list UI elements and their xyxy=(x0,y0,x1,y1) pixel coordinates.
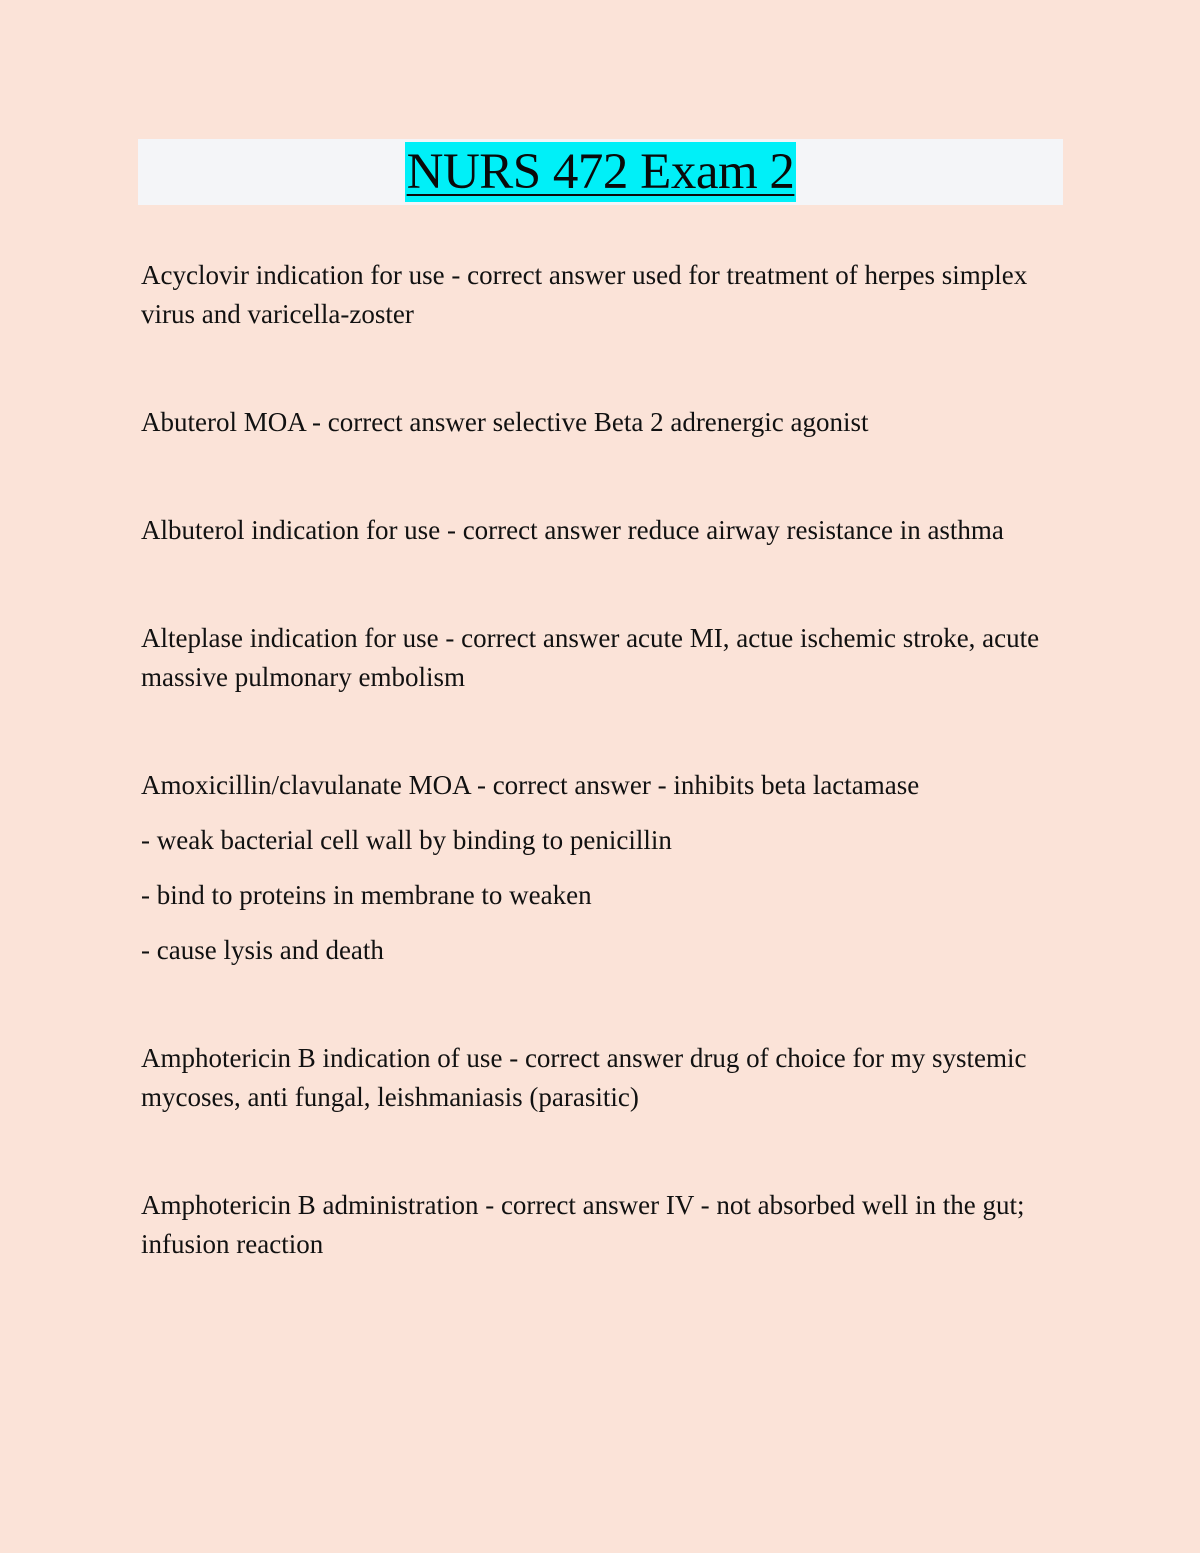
entry-answer-label: correct answer xyxy=(524,1043,684,1073)
flashcard-list xyxy=(141,256,1071,1333)
entry-abuterol-moa xyxy=(141,403,1071,442)
document-title: NURS 472 Exam 2 xyxy=(406,144,795,200)
entry-answer-label: correct answer xyxy=(461,623,620,653)
entry-question: Abuterol MOA xyxy=(141,407,306,437)
entry-question: Albuterol indication for use xyxy=(141,515,441,545)
title-bar xyxy=(138,139,1063,205)
entry-main-line xyxy=(141,766,1071,805)
entry-answer: acute MI, actue ischemic stroke, acute massive pulmonary embolism xyxy=(141,623,1046,692)
entry-answer-label: correct answer xyxy=(492,770,651,800)
answer-bullet: - cause lysis and death xyxy=(141,935,384,965)
entry-acyclovir-indication xyxy=(141,256,1071,334)
entry-question: Acyclovir indication for use xyxy=(141,260,445,290)
entry-question: Amphotericin B indication of use xyxy=(141,1043,503,1073)
entry-answer: drug of choice for my systemic mycoses, anti fungal, leishmaniasis (parasitic) xyxy=(141,1043,1034,1112)
entry-question: Amoxicillin/clavulanate MOA xyxy=(141,770,471,800)
answer-bullet: - bind to proteins in membrane to weaken xyxy=(141,880,592,910)
answer-bullet: - weak bacterial cell wall by binding to penicillin xyxy=(141,825,672,855)
entry-answer-label: correct answer xyxy=(500,1190,660,1220)
entry-question: Amphotericin B administration xyxy=(141,1190,479,1220)
entry-question: Alteplase indication for use xyxy=(141,623,439,653)
entry-answer-label: correct answer xyxy=(462,515,621,545)
entry-amphotericin-indication xyxy=(141,1039,1071,1117)
entry-amphotericin-administration xyxy=(141,1186,1071,1264)
entry-answer-label: correct answer xyxy=(467,260,626,290)
entry-amoxicillin-moa xyxy=(141,766,1071,970)
entry-albuterol-indication xyxy=(141,511,1071,550)
entry-alteplase-indication xyxy=(141,619,1071,697)
entry-answer: IV - not absorbed well in the gut; infusion reaction xyxy=(141,1190,1032,1259)
entry-answer: - inhibits beta lactamase xyxy=(657,770,920,800)
entry-answer: used for treatment of herpes simplex virus and varicella-zoster xyxy=(141,260,1034,329)
entry-answer: selective Beta 2 adrenergic agonist xyxy=(492,407,869,437)
entry-answer-label: correct answer xyxy=(327,407,486,437)
entry-answer: reduce airway resistance in asthma xyxy=(627,515,1004,545)
